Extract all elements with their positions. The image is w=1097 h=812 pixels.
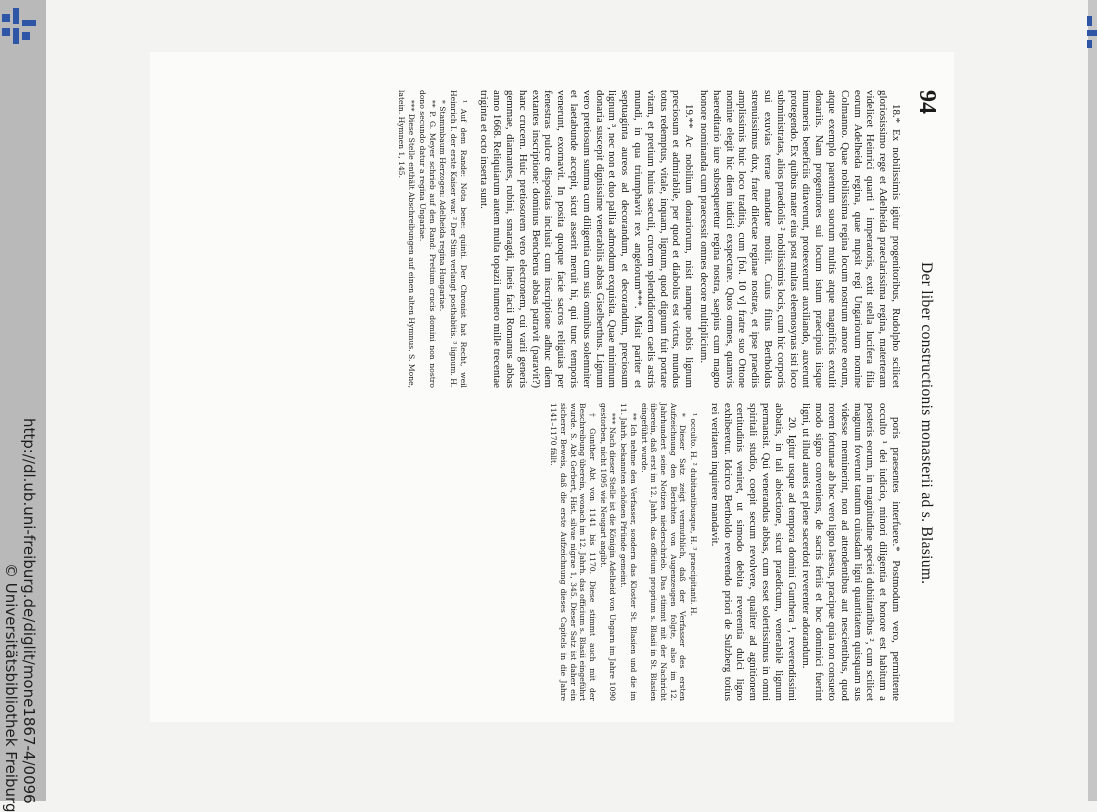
footnotes	[397, 90, 468, 388]
attribution-url[interactable]: http://dl.ub.uni-freiburg.de/diglit/mone1867-4/0096	[20, 418, 38, 804]
viewer-scrollbar[interactable]	[1088, 0, 1097, 801]
running-head: Der liber constructionis monasterii ad s. Blasium.	[918, 262, 935, 585]
footnote: ** Ich nehme den Verfasser, sondern das Kloster St. Blasien und die im 11. Jahrh. bekannten schönen Pfründe gemeint.	[619, 403, 638, 701]
footnote: † Gunther Abt von 1141 bis 1170. Diese stimmt auch mit der Beschreibung überein, wonach im 12. Jahrh. das officium s. Blasii eingeführt wurde. S. Abt Gerbert, Hist. silvae nigrae 1, 345. Dieser Satz ist daher ein sicherer Beweis, daß die erste Aufzeichnung dieses Capitels in die Jahre 1141–1170 fällt.	[549, 403, 598, 701]
left-column	[396, 90, 902, 388]
paragraph: 20. Igitur usque ad tempora domini Gunthera ¹, reverendissimi abbatis, in tali abiectione, sicut praedictum, venerabile lignum permansit. Qui venerandus abbas, cum esset solertissimus in omni spiritali studio, coepit secum revolvere, qualiter ad agnitionem certitudinis veniret, ut simodo debita reverentia dulci ligno exhiberetur. Idcirco Bertholdo reverendo priori de Sulzberg totius rei veritatem inquirere mandavit.	[708, 403, 798, 701]
footnote: *** Diese Stelle enthält Abschreibungen auf einen alten Hymnus. S. Mone, latein. Hymnen 1, 145.	[397, 90, 417, 388]
footnote: ** P. G. Meyer schrieb auf den Rand: Pretium crucis domini non nostro dono secundo datur a regina Ungariae.	[417, 90, 437, 388]
right-column	[548, 403, 903, 701]
footnote: * Stammbaum Herzogen: Adelheida regina Hungariae.	[438, 100, 448, 312]
attribution-copyright: © Universitätsbibliothek Freiburg	[2, 563, 20, 812]
paragraph: 19.** Ac nobilium donariorum, nisit namque nobis lignum preciosum et admirabile, per quod et diabolus est victus, mundus totus redemptus, vitale, inquam, lignum, quod dignum fuit portare vitam, et pretium huius saeculi, crucem splendidiorem caelis astris mundi, in qua triumphavit rex angelorum***. Misit pariter et septuaginta aureos ad decorandum, et decorandum, preciosum lignum ³, nec non et duo pallia admodum exquisita. Quae minimum donaria suscepit dignissime venerabilis abbas Giselberthus. Lignum vero pretiosum summa cum diligentia cum suis omnibus solemniter et laetabunde accepit, sicut asserit meruit hi, qui tunc temporis venerunt, exornavit. In posita quoque facie sacros religuias per fenestras pulcre dispositas inclusit cum inscriptione adhuc diem extantes inscriptione: dominus Bencherus abbas patravit (paravit?) hanc crucem. Huic pretiosorem vero electronem, cui varii generis gemmae, diamantes, rubini, smaragdi, lineis facii Romanus abbas anno 1668. Reliquiarum autem multa topazii numero mille trecentae triginta et octo inserta sunt.	[478, 90, 696, 388]
footnote: * Dieser Satz zeigt vermuthlich, daß der Verfasser des ersten Aufzeichnung den Berichten von Augenzeugen folgte, also im 12. Jahrhundert seine Notizen niederschrieb. Das stimmt mit der Nachricht überein, daß erst im 12. Jahrh. das officium proprium s. Blasii in St. Blasien eingeführt wurde.	[639, 403, 688, 701]
paragraph: poris praesentes interfuere.* Postmodum vero, permittente occulto ¹ dei iudicio, minori diligentia et honore est habitum a posteris eorum, in magnitudine speciei dubiitantibus ², cum scilicet magnum foverunt tantum cuiusdam ligni quantitatem quisquam sus videsse meminerint, non ad attendentibus aut nescientibus, quod rorem fortunae ab hoc vero ligno laesus, pracipue quia non consueto modo signo conveniens, de sacris feriis et hoc dominici fuerint ligni, ut illud aureis et plene sacerdoti reverenter adorandum.	[800, 403, 902, 701]
page-number: 94	[914, 90, 940, 114]
footnote: *** Nach dieser Stelle ist die Königin Adelheid von Ungarn im Jahre 1090 gestorben, nicht 1095 wie Neugart angibt.	[598, 403, 618, 701]
viewer-menu-icon[interactable]	[1087, 16, 1097, 48]
footnote: ¹ Auf dem Rande: Nota bene: quinti. Der Chronist hat Recht, weil Heinrich I. der erste Kaiser war. ² Der Stim verlangt posthabitis. ³ lignum. H.	[449, 90, 468, 388]
logo-icon	[0, 6, 40, 46]
footnote: ¹ occulto. H. ² dubitantibusque, H. ³ praecipitanti. H.	[689, 413, 699, 616]
paragraph: 18.* Ex nobilissimis igitur progenitoribus, Rudolpho scilicet gloriosissimo rege et Adelheida praeclarissima regina, materteram videlicet Heinrici quarti ¹ imperatoris, extit stella lucifera filia eorum Adelheida regina, quae nupsit regi Ungariorum nomine Colmanno. Quae nobilissima regina locum nostrum amore eorum, atque exemplo parentum suorum multis atque magnificis extulit donariis. Nam progenitores sui locum istum praecipuis iisque imumeris beneficiis ditaverunt, proteexerunt auxiliando, auxerunt protegendo. Ex quibus mater eius post multas eleemosynas isti loco subministratas, alios praediolis ² nobilissimis locis, cum hic corporis sui exuvias terrae mandare moliit. Cuius filius Bertholdus strenuissimus dux, frater dilectae reginae nostrae, et ipse praediis amplissimis huic loco traditis, cum [fol. 10 v] fratre suo Ottone nomine elegit hic diem iudicii exspectare. Quos omnes, quamvis haereditario iure subsequeretur regina nostra, saepius cum magno honore nominanda cum praecessit omnes decore multiplicium.	[698, 90, 902, 388]
footnotes	[549, 403, 699, 701]
page-content	[150, 52, 954, 722]
